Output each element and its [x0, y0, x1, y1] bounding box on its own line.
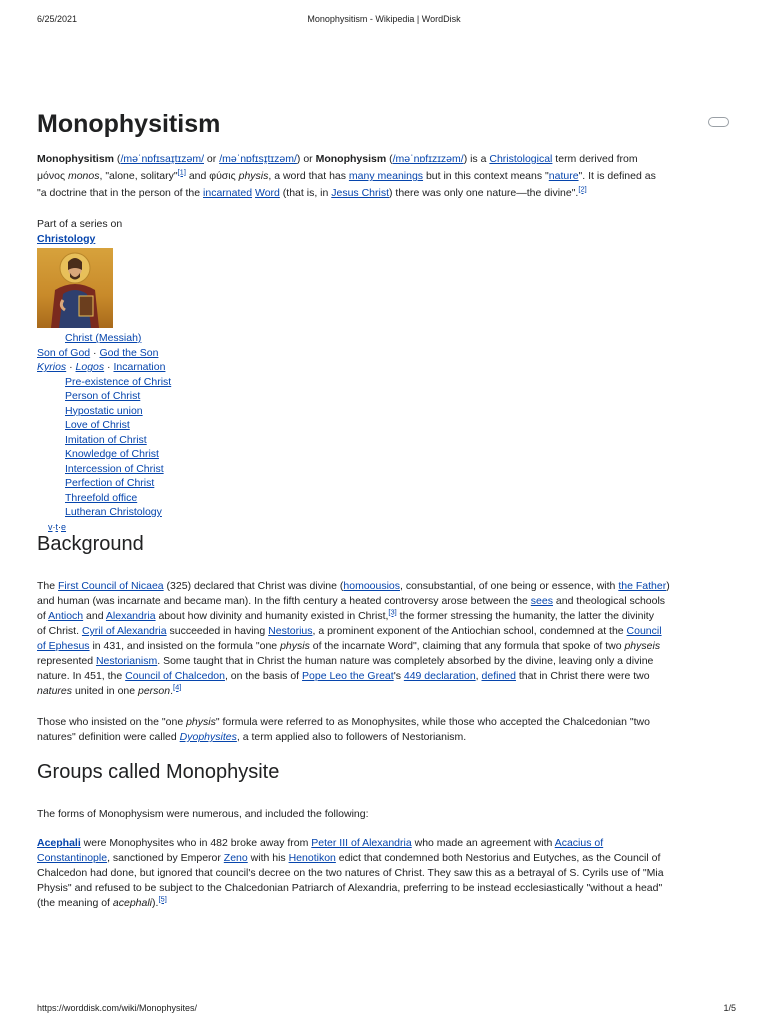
- link-peter-iii[interactable]: Peter III of Alexandria: [311, 837, 412, 849]
- groups-paragraph-acephali: Acephali were Monophysites who in 482 broke away from Peter III of Alexandria who made an agreement with Acacius of Constantinople, sanctioned by Emperor Zeno with his Henotikon edict that condemned both Nestorius and Eutyches, as the Council of Chalcedon had done, but ignored that council's decree on the two natures of Christ. They saw this as a betrayal of S. Cyrils use of "Mia Physis" and refused to be subject to the Chalcedonian Patriarch of Alexandria, preferring to be instead ecclesiastically "without a head" (the meaning of acephali).[5]: [37, 837, 664, 909]
- background-paragraph-2: Those who insisted on the "one physis" formula were referred to as Monophysites, while those who accepted the Chalcedonian "two natures" definition were called Dyophysites, a term applied also to followers of Nestorianism.: [37, 716, 650, 743]
- nav-item[interactable]: Imitation of Christ: [65, 433, 147, 446]
- groups-paragraph-1: The forms of Monophysism were numerous, and included the following:: [37, 808, 369, 820]
- page-title: Monophysitism: [37, 110, 221, 138]
- link-jesus-christ[interactable]: Jesus Christ: [331, 187, 390, 199]
- ipa-link[interactable]: /məˈnɒfɪzɪzəm/: [392, 153, 464, 165]
- link-zeno[interactable]: Zeno: [223, 852, 248, 864]
- ref-5[interactable]: [5]: [158, 894, 167, 904]
- link-council-of-chalcedon[interactable]: Council of Chalcedon: [125, 670, 225, 682]
- ref-3[interactable]: [3]: [388, 607, 397, 617]
- nav-item[interactable]: Lutheran Christology: [65, 506, 162, 518]
- toggle-switch[interactable]: [708, 117, 729, 127]
- vte-edit[interactable]: e: [61, 521, 67, 532]
- nav-item[interactable]: Threefold office: [65, 491, 138, 504]
- vte-view[interactable]: v: [48, 521, 53, 532]
- intro-paragraph: Monophysitism (/məˈnɒfɪsaɪ̯tɪzəm/ or /məˈnɒfɪsɪ̯tɪzəm/) or Monophysism (/məˈnɒfɪzɪzəm/) is a Christological term derived from μόνος monos, "alone, solitary"[1] and φύσις physis, a word that has many meanings but in this context means "nature". It is defined as "a doctrine that in the person of the incarnated Word (that is, in Jesus Christ) there was only one nature—the divine".[2]: [37, 153, 656, 199]
- link-sees[interactable]: sees: [530, 595, 553, 607]
- link-council-of-ephesus[interactable]: Council: [626, 625, 662, 637]
- heading-background: Background: [37, 533, 144, 555]
- link-449-declaration[interactable]: 449 declaration: [403, 670, 476, 682]
- nav-christ-messiah[interactable]: Christ (Messiah): [65, 332, 142, 344]
- print-page-number: 1/5: [723, 1003, 736, 1013]
- ref-1[interactable]: [1]: [177, 167, 186, 177]
- link-dyophysites[interactable]: Dyophysites: [179, 731, 237, 743]
- print-date: 6/25/2021: [37, 14, 78, 24]
- link-alexandria[interactable]: Alexandria: [105, 610, 156, 622]
- link-cyril-of-alexandria[interactable]: Cyril of Alexandria: [81, 625, 167, 637]
- link-pope-leo[interactable]: Pope Leo the Great: [302, 670, 394, 682]
- link-antioch[interactable]: Antioch: [48, 610, 84, 622]
- nav-item[interactable]: Perfection of Christ: [65, 477, 155, 489]
- link-christological[interactable]: Christological: [489, 153, 553, 165]
- background-paragraph-1: The First Council of Nicaea (325) declared that Christ was divine (homoousios, consubstantial, of one being or essence, with the Father) and human (was incarnate and became man). In the fifth century a heated controversy arose between the sees and theological schools of Antioch and Alexandria about how divinity and humanity existed in Christ,[3] the former stressing the humanity, the latter the divinity of Christ. Cyril of Alexandria succeeded in having Nestorius, a prominent exponent of the Antiochian school, condemned at the Council of Ephesus in 431, and insisted on the formula "one physis of the incarnate Word", claiming that any formula that spoke of two physeis represented Nestorianism. Some taught that in Christ the human nature was completely absorbed by the divine, leaving only a divine nature. In 451, the Council of Chalcedon, on the basis of Pope Leo the Great's 449 declaration, defined that in Christ there were two natures united in one person.[4]: [37, 580, 670, 697]
- print-title: Monophysitism - Wikipedia | WordDisk: [307, 14, 461, 24]
- christology-series-box: Part of a series on Christology Christ (Messiah) Son of God · God the Son Kyrios · Logos · Incarnation Pre-existence of Christ Person of Christ Hypostatic union Love of Christ Imitation of Christ Knowledge of Christ Intercession of Christ Perfection of Christ Threefold office Lutheran Christology v·t·e: [37, 217, 237, 534]
- nav-incarnation[interactable]: Incarnation: [113, 361, 166, 373]
- ipa-link[interactable]: /məˈnɒfɪsɪ̯tɪzəm/: [219, 153, 297, 165]
- vte-talk[interactable]: t: [55, 521, 59, 532]
- link-nature[interactable]: nature: [548, 170, 579, 182]
- link-nestorius[interactable]: Nestorius: [268, 625, 313, 637]
- print-url: https://worddisk.com/wiki/Monophysites/: [37, 1003, 198, 1013]
- nav-god-the-son[interactable]: God the Son: [99, 346, 159, 359]
- link-acephali[interactable]: Acephali: [37, 837, 81, 849]
- link-defined[interactable]: defined: [481, 670, 516, 682]
- christ-pantocrator-icon: [37, 248, 113, 328]
- nav-item[interactable]: Pre-existence of Christ: [65, 375, 172, 388]
- nav-item[interactable]: Love of Christ: [65, 419, 130, 431]
- series-title-link[interactable]: Christology: [37, 233, 96, 245]
- nav-item[interactable]: Hypostatic union: [65, 404, 143, 417]
- nav-logos[interactable]: Logos: [75, 361, 105, 373]
- link-many-meanings[interactable]: many meanings: [348, 170, 424, 182]
- series-caption: Part of a series on: [37, 218, 123, 230]
- link-the-father[interactable]: the Father: [618, 580, 667, 592]
- link-nestorianism[interactable]: Nestorianism: [95, 655, 158, 667]
- ref-4[interactable]: [4]: [173, 682, 182, 692]
- heading-groups: Groups called Monophysite: [37, 761, 280, 783]
- link-acacius[interactable]: Constantinople: [37, 852, 108, 864]
- nav-son-of-god[interactable]: Son of God: [37, 346, 91, 359]
- link-homoousios[interactable]: homoousios: [343, 580, 401, 592]
- nav-kyrios[interactable]: Kyrios: [37, 361, 67, 373]
- link-acacius[interactable]: Acacius of: [554, 837, 604, 849]
- link-first-council-nicaea[interactable]: First Council of Nicaea: [58, 580, 164, 592]
- nav-item[interactable]: Knowledge of Christ: [65, 448, 159, 460]
- link-council-of-ephesus[interactable]: of Ephesus: [37, 640, 90, 652]
- nav-item[interactable]: Person of Christ: [65, 390, 141, 402]
- ipa-link[interactable]: /məˈnɒfɪsaɪ̯tɪzəm/: [120, 153, 205, 165]
- link-word[interactable]: Word: [254, 187, 280, 199]
- nav-item[interactable]: Intercession of Christ: [65, 462, 164, 475]
- ref-2[interactable]: [2]: [578, 184, 587, 194]
- link-henotikon[interactable]: Henotikon: [288, 852, 336, 864]
- link-incarnated[interactable]: incarnated: [203, 187, 253, 199]
